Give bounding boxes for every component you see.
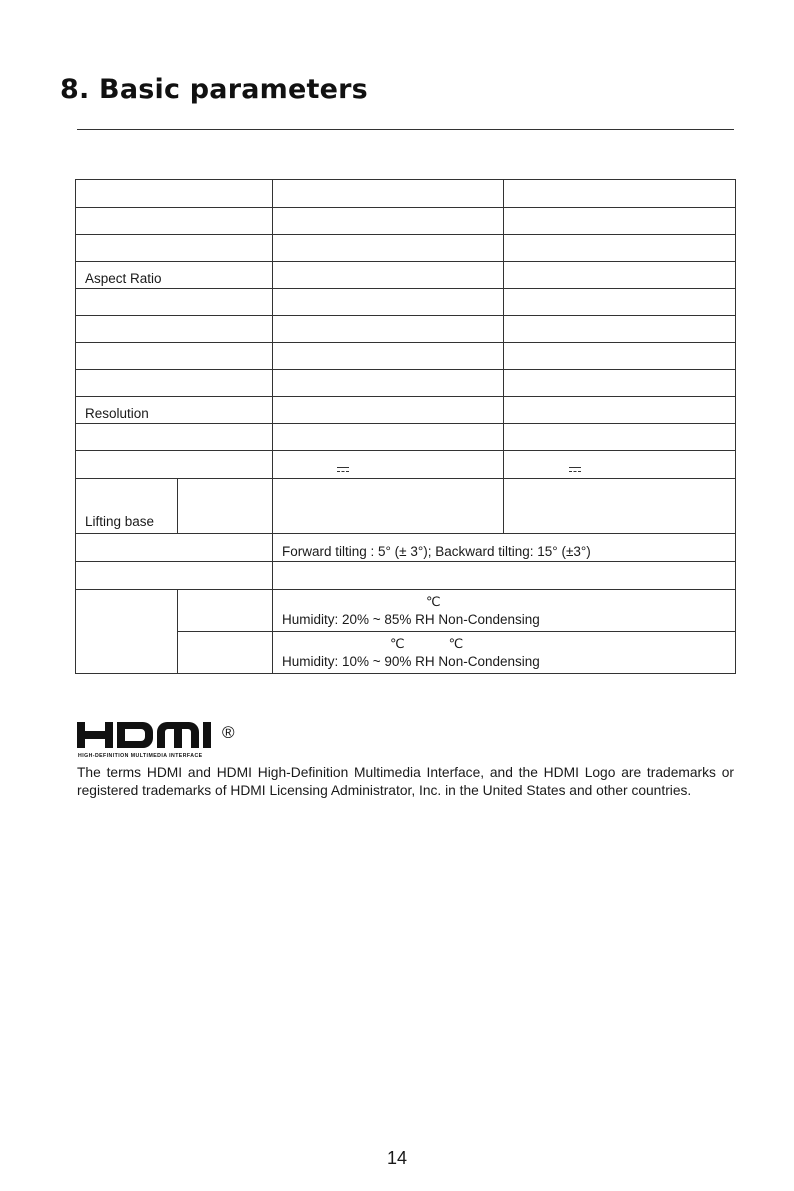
table-row — [76, 180, 736, 208]
hdmi-wordmark — [77, 722, 211, 748]
table-cell — [76, 343, 273, 370]
hdmi-logo — [77, 717, 247, 761]
table-cell — [504, 343, 736, 370]
table-cell — [76, 316, 273, 343]
table-row — [76, 370, 736, 397]
temperature-line — [282, 593, 726, 611]
table-row — [76, 479, 736, 534]
table-row — [76, 424, 736, 451]
resolution-label: Resolution — [76, 397, 273, 424]
table-cell — [178, 590, 273, 632]
table-cell — [273, 235, 504, 262]
table-cell — [504, 262, 736, 289]
degree-symbol: ℃ — [390, 636, 405, 651]
table-row — [76, 451, 736, 479]
table-cell — [504, 451, 736, 479]
table-cell — [76, 424, 273, 451]
table-row — [76, 208, 736, 235]
table-cell — [76, 451, 273, 479]
table-cell — [504, 479, 736, 534]
table-cell — [273, 343, 504, 370]
table-row — [76, 235, 736, 262]
aspect-ratio-label: Aspect Ratio — [76, 262, 273, 289]
table-row — [76, 590, 736, 632]
table-cell — [76, 208, 273, 235]
table-cell — [76, 180, 273, 208]
table-cell — [273, 180, 504, 208]
table-cell — [273, 262, 504, 289]
table-cell — [273, 562, 736, 590]
environment-cell — [76, 590, 178, 674]
table-cell — [273, 479, 504, 534]
title-divider — [77, 129, 734, 130]
table-cell — [504, 397, 736, 424]
lifting-base-label: Lifting base — [76, 479, 178, 534]
dc-symbol-icon — [337, 467, 349, 474]
table-cell — [76, 534, 273, 562]
page-title: 8. Basic parameters — [60, 74, 368, 105]
hdmi-tagline: HIGH-DEFINITION MULTIMEDIA INTERFACE — [78, 753, 203, 759]
table-cell — [504, 424, 736, 451]
table-cell — [178, 632, 273, 674]
table-cell — [504, 208, 736, 235]
spec-table — [75, 179, 736, 674]
trademark-notice: The terms HDMI and HDMI High-Definition Multimedia Interface, and the HDMI Logo are trademarks or registered trademarks of HDMI Licensing Administrator, Inc. in the United States and other countries. — [77, 765, 734, 798]
table-cell — [504, 316, 736, 343]
table-cell — [273, 289, 504, 316]
table-cell — [273, 397, 504, 424]
table-row — [76, 316, 736, 343]
storage-humidity: Humidity: 10% ~ 90% RH Non-Condensing — [282, 654, 540, 669]
degree-symbol: ℃ — [448, 636, 464, 651]
operating-humidity: Humidity: 20% ~ 85% RH Non-Condensing — [282, 612, 540, 627]
table-cell — [76, 370, 273, 397]
table-cell — [273, 451, 504, 479]
table-cell — [504, 370, 736, 397]
table-cell — [178, 479, 273, 534]
table-row — [76, 562, 736, 590]
table-cell — [273, 208, 504, 235]
tilt-value: Forward tilting : 5° (± 3°); Backward tilting: 15° (±3°) — [273, 534, 736, 562]
table-row — [76, 289, 736, 316]
page-number: 14 — [386, 1148, 408, 1168]
table-row — [76, 262, 736, 289]
table-cell — [504, 289, 736, 316]
table-row — [76, 534, 736, 562]
table-cell — [76, 235, 273, 262]
operating-conditions — [273, 590, 736, 632]
table-row — [76, 343, 736, 370]
table-cell — [76, 289, 273, 316]
registered-mark: ® — [222, 723, 235, 742]
table-cell — [504, 180, 736, 208]
table-cell — [273, 316, 504, 343]
table-cell — [504, 235, 736, 262]
table-cell — [273, 370, 504, 397]
storage-conditions — [273, 632, 736, 674]
table-row — [76, 397, 736, 424]
temperature-line — [282, 635, 726, 653]
table-cell — [273, 424, 504, 451]
dc-symbol-icon — [569, 467, 581, 474]
degree-symbol: ℃ — [426, 594, 441, 609]
table-cell — [76, 562, 273, 590]
